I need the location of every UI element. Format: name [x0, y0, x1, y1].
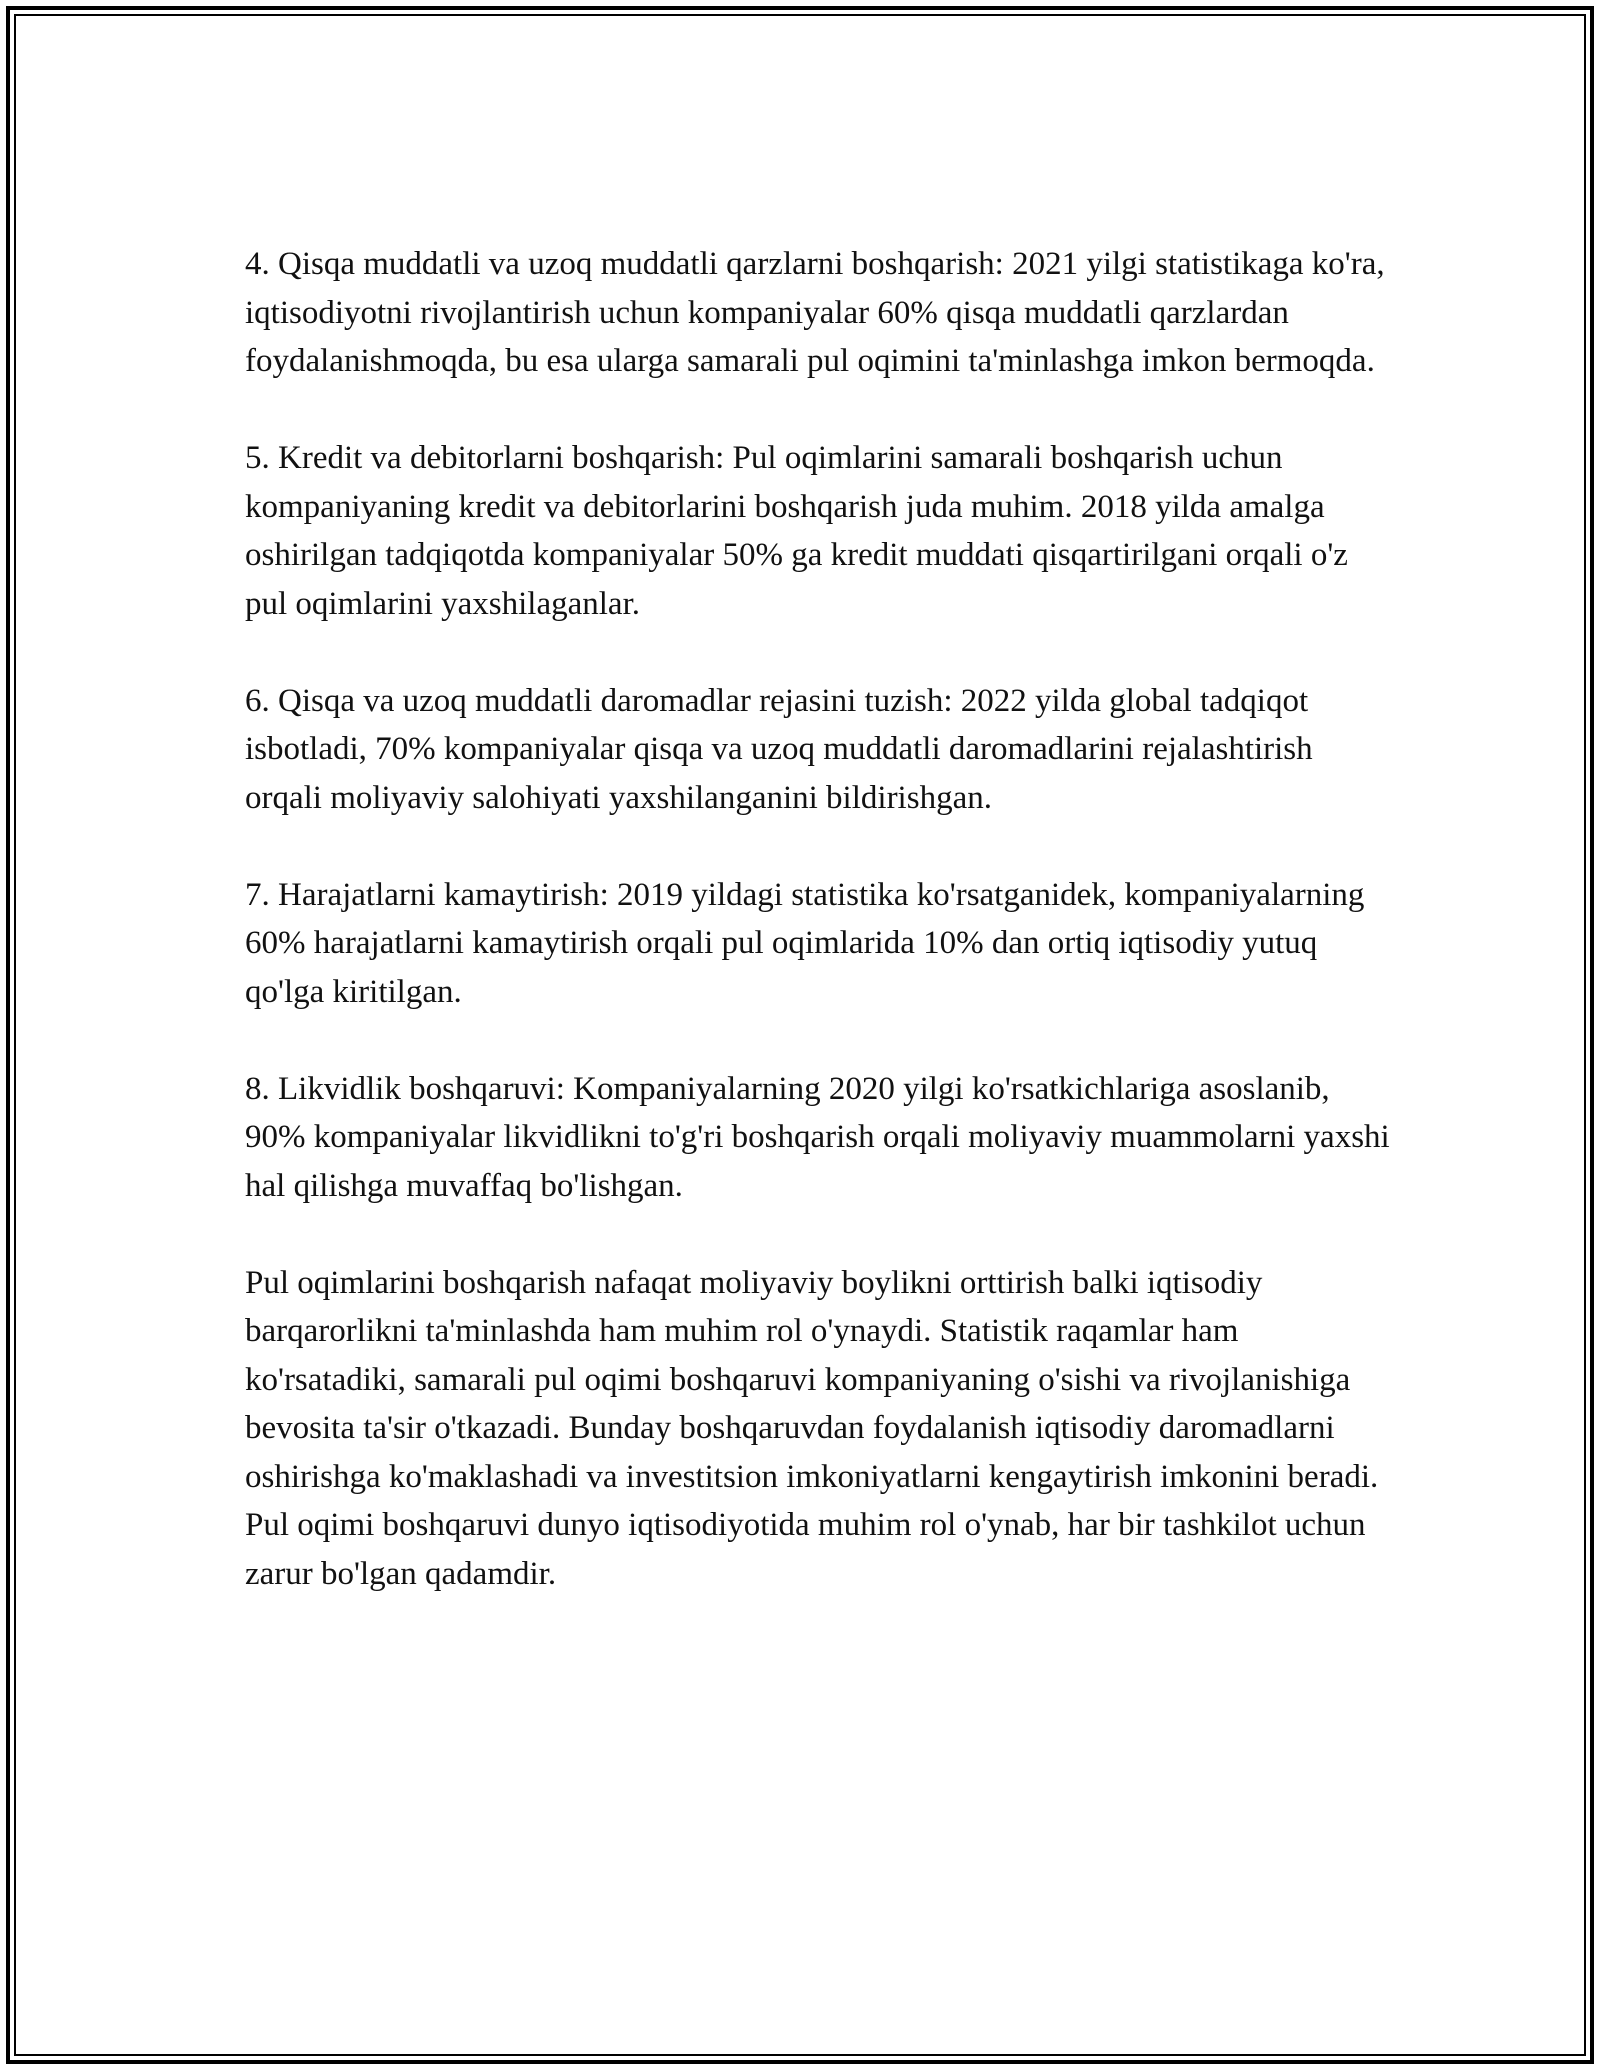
paragraph-item-6: 6. Qisqa va uzoq muddatli daromadlar rejasini tuzish: 2022 yilda global tadqiqot isbotladi, 70% kompaniyalar qisqa va uzoq muddatli daromadlarini rejalashtirish orqali moliyaviy salohiyati yaxshilanganini bildirishgan. — [245, 682, 1313, 816]
document-body — [245, 240, 1395, 1647]
page-frame — [6, 6, 1594, 2064]
paragraph-item-5: 5. Kredit va debitorlarni boshqarish: Pul oqimlarini samarali boshqarish uchun kompaniyaning kredit va debitorlarini boshqarish juda muhim. 2018 yilda amalga oshirilgan tadqiqotda kompaniyalar 50% ga kredit muddati qisqartirilgani orqali o'z pul oqimlarini yaxshilaganlar. — [245, 440, 1348, 622]
paragraph-item-7: 7. Harajatlarni kamaytirish: 2019 yildagi statistika ko'rsatganidek, kompaniyalarning 60% harajatlarni kamaytirish orqali pul oqimlarida 10% dan ortiq iqtisodiy yutuq qo'lga kiritilgan. — [245, 876, 1365, 1010]
paragraph-item-4: 4. Qisqa muddatli va uzoq muddatli qarzlarni boshqarish: 2021 yilgi statistikaga ko'ra, iqtisodiyotni rivojlantirish uchun kompaniyalar 60% qisqa muddatli qarzlardan foydalanishmoqda, bu esa ularga samarali pul oqimini ta'minlashga imkon bermoqda. — [245, 246, 1385, 379]
paragraph-item-8: 8. Likvidlik boshqaruvi: Kompaniyalarning 2020 yilgi ko'rsatkichlariga asoslanib, 90% kompaniyalar likvidlikni to'g'ri boshqarish orqali moliyaviy muammolarni yaxshi hal qilishga muvaffaq bo'lishgan. — [245, 1070, 1390, 1204]
paragraph-conclusion: Pul oqimlarini boshqarish nafaqat moliyaviy boylikni orttirish balki iqtisodiy barqarorlikni ta'minlashda ham muhim rol o'ynaydi. Statistik raqamlar ham ko'rsatadiki, samarali pul oqimi boshqaruvi kompaniyaning o'sishi va rivojlanishiga bevosita ta'sir o'tkazadi. Bunday boshqaruvdan foydalanish iqtisodiy daromadlarni oshirishga ko'maklashadi va investitsion imkoniyatlarni kengaytirish imkonini beradi. Pul oqimi boshqaruvi dunyo iqtisodiyotida muhim rol o'ynab, har bir tashkilot uchun zarur bo'lgan qadamdir. — [245, 1264, 1379, 1592]
